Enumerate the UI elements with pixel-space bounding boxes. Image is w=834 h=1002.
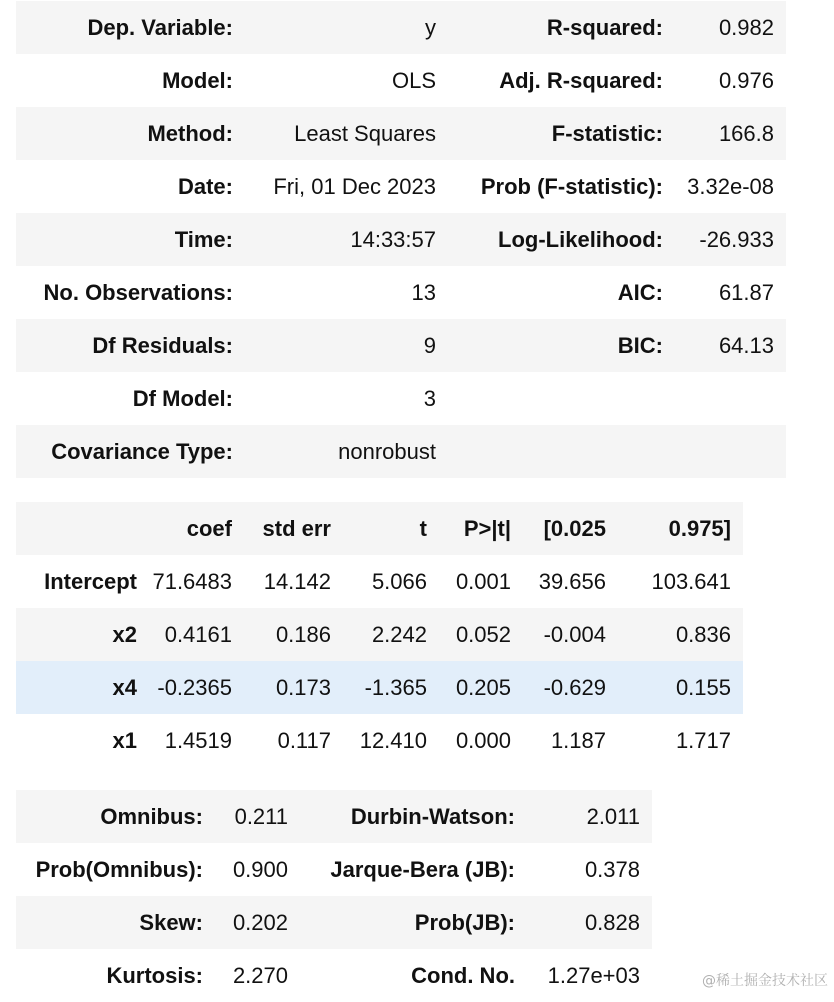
summary-row [16,213,786,266]
table-cell: -0.2365 [157,674,232,700]
variable-name: x1 [112,727,137,753]
diagnostic-label: Skew: [139,909,203,935]
table-row [16,608,743,661]
summary-stat-label: BIC: [617,332,663,358]
diagnostic-value: 0.211 [234,803,288,829]
diagnostic-value: 0.828 [584,909,640,935]
table-cell: 39.656 [538,568,606,594]
table-cell: 0.186 [275,621,331,647]
summary-value: Least Squares [294,120,436,146]
summary-label: Method: [147,120,233,146]
summary-label: No. Observations: [43,279,233,305]
diagnostic-label: Prob(Omnibus): [35,856,203,882]
summary-row [16,425,786,478]
diagnostic-label: Jarque-Bera (JB): [330,856,515,882]
summary-stat-label [447,425,671,478]
summary-label: Date: [177,173,233,199]
diagnostic-value: 2.011 [586,803,640,829]
column-header: coef [186,515,232,541]
table-cell: 0.205 [455,674,511,700]
diagnostics-row [16,949,652,1002]
table-row [16,714,743,767]
diagnostics-row [16,790,652,843]
diagnostic-label: Cond. No. [411,962,515,988]
summary-stat-label [447,372,671,425]
summary-stat-label: Log-Likelihood: [498,226,663,252]
column-header: P>|t| [463,515,511,541]
summary-label: Df Model: [132,385,233,411]
column-header: 0.975] [668,515,731,541]
summary-label: Df Residuals: [92,332,233,358]
table-row-highlighted[interactable] [16,661,743,714]
watermark-text: @稀土掘金技术社区 [702,973,828,989]
table-cell: 0.000 [455,727,511,753]
table-row [16,555,743,608]
variable-name: x2 [112,621,137,647]
summary-stat-value: 0.982 [718,14,774,40]
diagnostics-row [16,843,652,896]
summary-stat-value: 3.32e-08 [687,173,774,199]
summary-stat-value: 0.976 [718,67,774,93]
coefficients-header-row [16,502,743,555]
summary-label: Dep. Variable: [87,14,233,40]
regression-summary-table [16,1,786,478]
coefficients-table [16,502,743,767]
summary-stat-value [671,372,786,425]
table-cell: 5.066 [371,568,427,594]
summary-row [16,266,786,319]
summary-value: 13 [411,279,436,305]
table-cell: 103.641 [651,568,731,594]
summary-stat-value: 61.87 [718,279,774,305]
summary-stat-label: Adj. R-squared: [499,67,663,93]
table-cell: 71.6483 [152,568,232,594]
table-cell: 0.001 [455,568,511,594]
summary-row [16,160,786,213]
summary-value: 14:33:57 [350,226,436,252]
table-cell: 0.155 [675,674,731,700]
summary-value: 3 [423,385,436,411]
summary-row [16,107,786,160]
summary-label: Covariance Type: [51,438,233,464]
summary-stat-label: F-statistic: [551,120,663,146]
diagnostic-label: Prob(JB): [414,909,515,935]
column-header: std err [262,515,331,541]
table-cell: 0.052 [455,621,511,647]
diagnostic-value: 1.27e+03 [547,962,640,988]
table-cell: 14.142 [263,568,331,594]
summary-value: nonrobust [338,438,436,464]
summary-row [16,54,786,107]
table-cell: 2.242 [371,621,427,647]
summary-row [16,319,786,372]
table-cell: 0.173 [275,674,331,700]
table-cell: 0.117 [277,727,331,753]
table-cell: 0.836 [675,621,731,647]
table-cell: 0.4161 [164,621,232,647]
table-cell: 1.717 [675,727,731,753]
diagnostic-value: 0.900 [232,856,288,882]
summary-label: Time: [174,226,233,252]
summary-stat-label: AIC: [617,279,663,305]
table-cell: 1.187 [550,727,606,753]
variable-name: x4 [112,674,137,700]
summary-value: 9 [423,332,436,358]
summary-row [16,1,786,54]
table-cell: -1.365 [364,674,427,700]
summary-stat-label: Prob (F-statistic): [480,173,663,199]
diagnostic-value: 0.202 [232,909,288,935]
table-cell: 12.410 [359,727,427,753]
summary-label: Model: [162,67,233,93]
table-cell: -0.004 [543,621,606,647]
summary-value: Fri, 01 Dec 2023 [273,173,436,199]
diagnostic-label: Omnibus: [100,803,203,829]
column-header [16,502,149,555]
summary-stat-value: 166.8 [718,120,774,146]
summary-row [16,372,786,425]
diagnostic-value: 0.378 [584,856,640,882]
diagnostics-row [16,896,652,949]
summary-stat-value: 64.13 [718,332,774,358]
column-header: t [419,515,427,541]
summary-stat-label: R-squared: [546,14,663,40]
diagnostics-table [16,790,652,1002]
diagnostic-label: Durbin-Watson: [350,803,515,829]
summary-value: OLS [391,67,436,93]
diagnostic-label: Kurtosis: [106,962,203,988]
summary-stat-value [671,425,786,478]
table-cell: 1.4519 [164,727,232,753]
table-cell: -0.629 [543,674,606,700]
summary-value: y [425,14,436,40]
column-header: [0.025 [543,515,606,541]
variable-name: Intercept [44,568,137,594]
diagnostic-value: 2.270 [232,962,288,988]
summary-stat-value: -26.933 [699,226,774,252]
